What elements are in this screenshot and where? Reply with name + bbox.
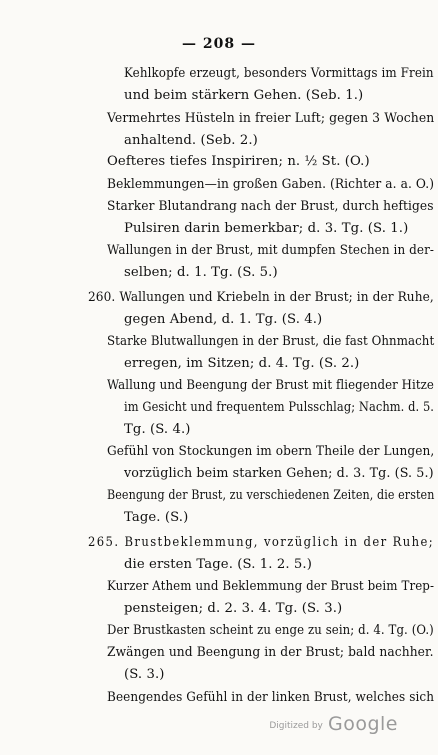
text-line: Wallung und Beengung der Brust mit fliegender Hitze — [107, 378, 434, 393]
text-line: Beengendes Gefühl in der linken Brust, welches sich — [107, 690, 435, 705]
text-line: anhaltend. (Seb. 2.) — [124, 133, 258, 148]
google-logo: Google — [327, 713, 398, 735]
text-line: (S. 3.) — [124, 667, 165, 682]
text-line: Tg. (S. 4.) — [124, 422, 191, 437]
text-line: Starker Blutandrang nach der Brust, durch heftiges — [107, 199, 434, 214]
text-line: Kurzer Athem und Beklemmung der Brust beim Trep- — [107, 579, 435, 594]
text-line: Vermehrtes Hüsteln in freier Luft; gegen 3 Wochen — [107, 111, 435, 126]
text-line: vorzüglich beim starken Gehen; d. 3. Tg. (S. 5.) — [124, 466, 434, 481]
text-line: 260. Wallungen und Kriebeln in der Brust; in der Ruhe, — [88, 290, 434, 305]
text-line: Beengung der Brust, zu verschiedenen Zeiten, die ersten — [107, 488, 435, 503]
text-line: Zwängen und Beengung in der Brust; bald nachher. — [107, 645, 434, 660]
text-line: die ersten Tage. (S. 1. 2. 5.) — [124, 557, 312, 572]
text-line: gegen Abend, d. 1. Tg. (S. 4.) — [124, 312, 323, 327]
text-line: erregen, im Sitzen; d. 4. Tg. (S. 2.) — [124, 356, 360, 371]
page-number: — 208 — — [182, 36, 256, 52]
text-line: Kehlkopfe erzeugt, besonders Vormittags im Frein — [124, 66, 434, 81]
text-line: Pulsiren darin bemerkbar; d. 3. Tg. (S. 1.) — [124, 221, 409, 236]
digitized-watermark — [269, 713, 398, 735]
text-line: pensteigen; d. 2. 3. 4. Tg. (S. 3.) — [124, 601, 343, 616]
text-line: und beim stärkern Gehen. (Seb. 1.) — [124, 88, 364, 103]
text-line: Tage. (S.) — [124, 510, 189, 525]
text-line: Beklemmungen—in großen Gaben. (Richter a. a. O.) — [107, 177, 435, 192]
text-line: selben; d. 1. Tg. (S. 5.) — [124, 265, 278, 280]
text-line: Der Brustkasten scheint zu enge zu sein; d. 4. Tg. (O.) — [107, 623, 434, 638]
text-line: Gefühl von Stockungen im obern Theile der Lungen, — [107, 444, 435, 459]
text-line: Oefteres tiefes Inspiriren; n. ½ St. (O.) — [107, 154, 370, 169]
digitized-label: Digitized by — [269, 721, 323, 731]
text-line: Starke Blutwallungen in der Brust, die fast Ohnmacht — [107, 334, 435, 349]
text-line: Wallungen in der Brust, mit dumpfen Stechen in der- — [107, 243, 435, 258]
text-line: im Gesicht und frequentem Pulsschlag; Nachm. d. 5. — [124, 400, 435, 415]
text-line: 265. Brustbeklemmung, vorzüglich in der Ruhe; — [88, 535, 435, 550]
